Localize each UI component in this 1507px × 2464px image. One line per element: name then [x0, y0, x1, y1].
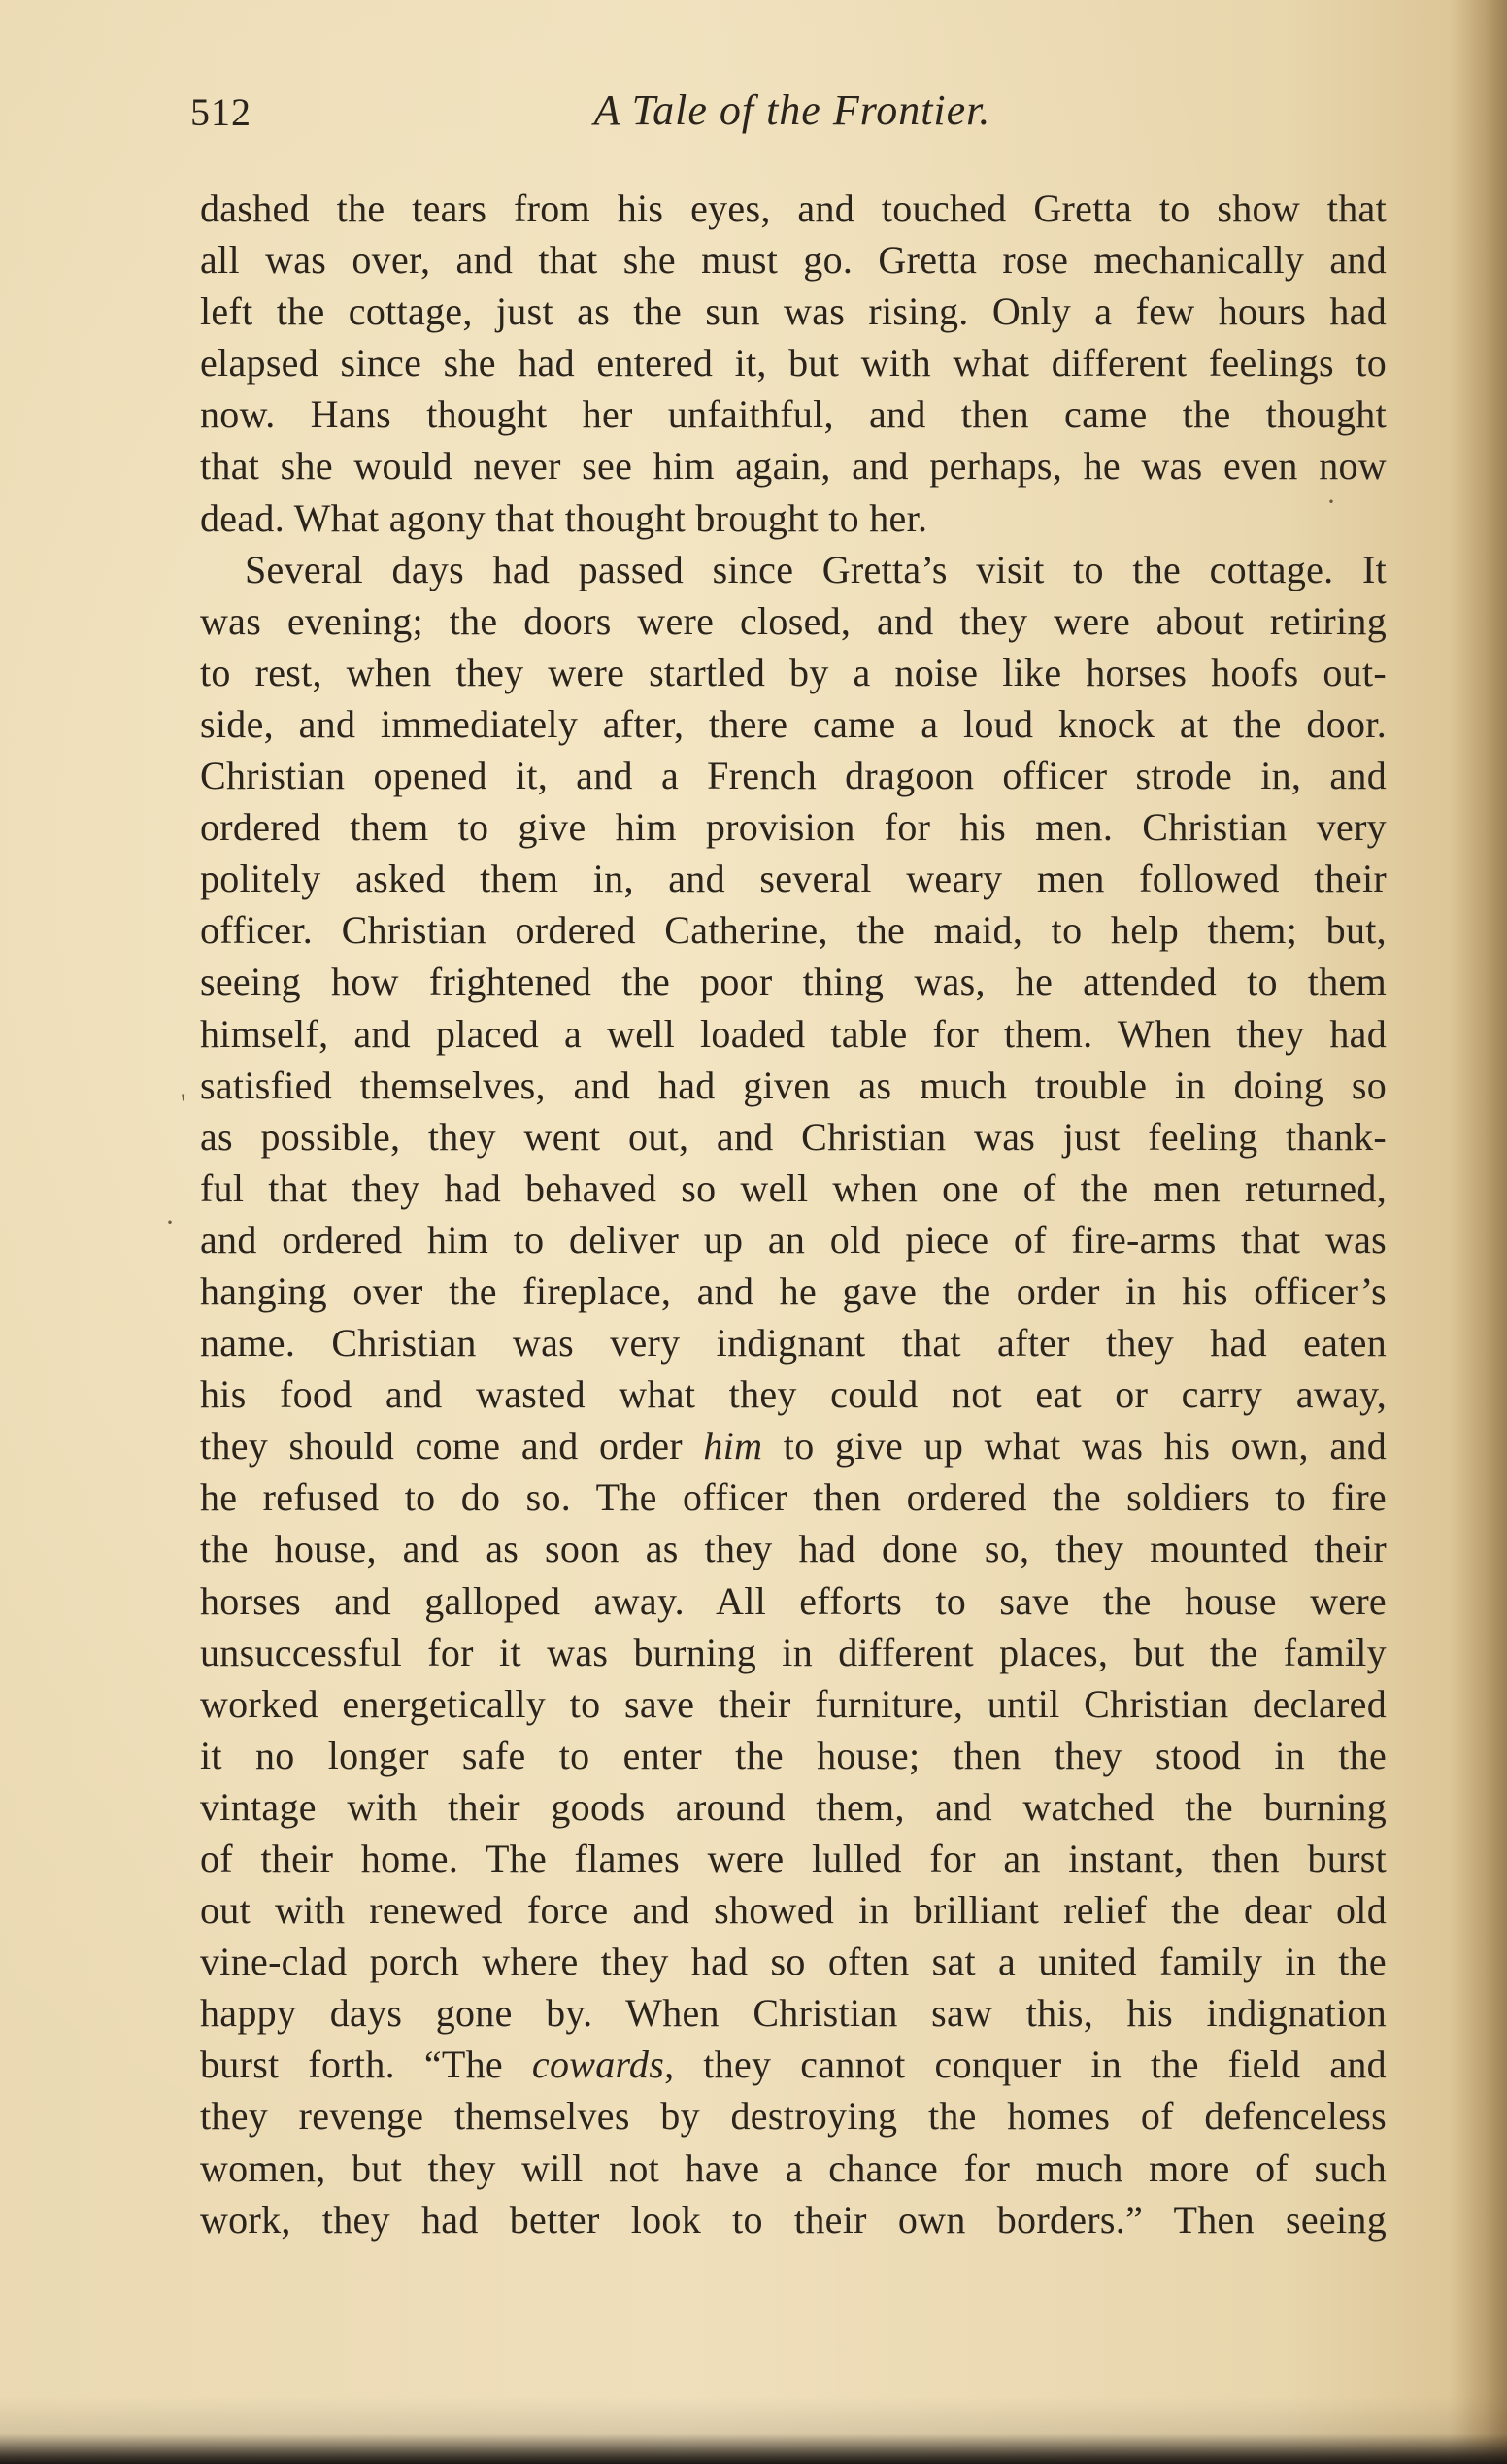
text-line: himself, and placed a well loaded table for them. When they had [200, 1011, 1387, 1056]
margin-speck-icon: · [1326, 486, 1336, 518]
page-edge-shadow-bottom [0, 2396, 1507, 2464]
text-line: was evening; the doors were closed, and they were about retiring [200, 598, 1387, 643]
text-line: his food and wasted what they could not eat or carry away, [200, 1372, 1387, 1417]
text-line: dashed the tears from his eyes, and touched Gretta to show that [200, 186, 1387, 230]
page-number: 512 [190, 90, 251, 134]
text-line: to rest, when they were startled by a noise like horses hoofs out- [200, 650, 1387, 694]
margin-speck-icon: · [165, 1206, 175, 1238]
text-line: women, but they will not have a chance for much more of such [200, 2145, 1387, 2190]
text-line: ordered them to give him provision for his men. Christian very [200, 805, 1387, 850]
text-line: Christian opened it, and a French dragoon officer strode in, and [200, 754, 1387, 798]
running-title: A Tale of the Frontier. [593, 86, 991, 134]
text-line: politely asked them in, and several weary men followed their [200, 857, 1387, 901]
text-line: unsuccessful for it was burning in different places, but the family [200, 1630, 1387, 1674]
text-line: officer. Christian ordered Catherine, the maid, to help them; but, [200, 908, 1387, 953]
text-line: and ordered him to deliver up an old piece of fire-arms that was [200, 1217, 1387, 1262]
text-line: burst forth. “The cowards, they cannot conquer in the field and [200, 2042, 1387, 2087]
text-line: vintage with their goods around them, and watched the burning [200, 1784, 1387, 1829]
text-line: that she would never see him again, and perhaps, he was even now [200, 444, 1387, 489]
text-line: name. Christian was very indignant that after they had eaten [200, 1321, 1387, 1366]
text-line: they should come and order him to give up what was his own, and [200, 1424, 1387, 1468]
running-header [190, 86, 1404, 148]
text-line: as possible, they went out, and Christian was just feeling thank- [200, 1114, 1387, 1159]
text-line: ful that they had behaved so well when one of the men returned, [200, 1165, 1387, 1210]
text-line: side, and immediately after, there came a loud knock at the door. [200, 701, 1387, 746]
text-line: seeing how frightened the poor thing was, he attended to them [200, 960, 1387, 1004]
text-line: satisfied themselves, and had given as much trouble in doing so [200, 1063, 1387, 1107]
body-text [200, 183, 1387, 2245]
text-line: hanging over the fireplace, and he gave the order in his officer’s [200, 1268, 1387, 1313]
text-line: Several days had passed since Gretta’s visit to the cottage. It [245, 547, 1387, 591]
text-line: dead. What agony that thought brought to her. [200, 495, 928, 540]
text-line: work, they had better look to their own borders.” Then seeing [200, 2197, 1387, 2242]
text-line: vine-clad porch where they had so often sat a united family in the [200, 1940, 1387, 1984]
text-line: happy days gone by. When Christian saw this, his indignation [200, 1991, 1387, 2036]
text-line: elapsed since she had entered it, but with what different feelings to [200, 341, 1387, 386]
text-line: they revenge themselves by destroying the homes of defenceless [200, 2094, 1387, 2139]
margin-speck-icon: ' [181, 1088, 186, 1120]
text-line: of their home. The flames were lulled for an instant, then burst [200, 1837, 1387, 1880]
text-line: now. Hans thought her unfaithful, and then came the thought [200, 392, 1387, 437]
text-line: out with renewed force and showed in brilliant relief the dear old [200, 1888, 1387, 1933]
text-line: the house, and as soon as they had done so, they mounted their [200, 1527, 1387, 1571]
text-line: all was over, and that she must go. Gretta rose mechanically and [200, 238, 1387, 283]
text-line: left the cottage, just as the sun was rising. Only a few hours had [200, 289, 1387, 334]
text-line: he refused to do so. The officer then ordered the soldiers to fire [200, 1475, 1387, 1520]
text-line: it no longer safe to enter the house; then they stood in the [200, 1733, 1387, 1777]
page-edge-shadow-right [1449, 0, 1507, 2464]
text-line: worked energetically to save their furniture, until Christian declared [200, 1681, 1387, 1726]
text-line: horses and galloped away. All efforts to save the house were [200, 1578, 1387, 1623]
